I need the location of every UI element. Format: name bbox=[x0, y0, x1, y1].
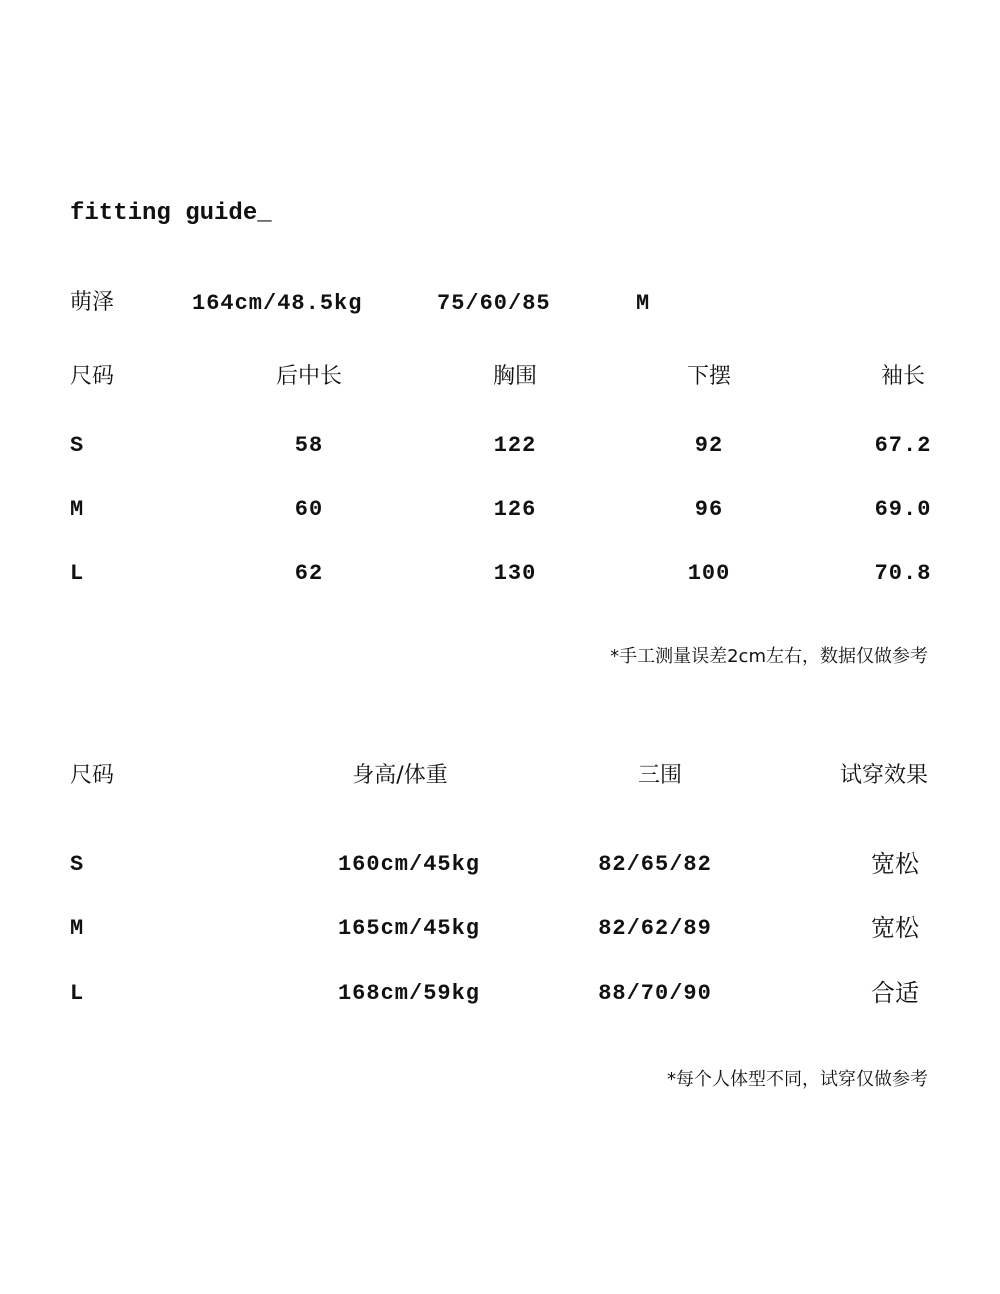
fit-table-header-size: 尺码 bbox=[70, 763, 115, 788]
fit-table-cell: 160cm/45kg bbox=[337, 852, 481, 877]
fit-table-note: *每个人体型不同，试穿仅做参考 bbox=[667, 1069, 928, 1090]
size-table-cell: 122 bbox=[493, 433, 537, 458]
model-size: M bbox=[636, 291, 651, 316]
size-table-cell: 58 bbox=[294, 433, 324, 458]
fit-table-cell: M bbox=[70, 916, 85, 941]
size-table-cell: 130 bbox=[493, 561, 537, 586]
size-table-cell: 60 bbox=[294, 497, 324, 522]
size-table-note: *手工测量误差2cm左右，数据仅做参考 bbox=[610, 646, 928, 667]
size-table-header-size: 尺码 bbox=[70, 364, 115, 389]
size-table-header-chest: 胸围 bbox=[492, 364, 538, 389]
size-table-cell: L bbox=[70, 561, 85, 586]
size-table-cell: 67.2 bbox=[874, 433, 932, 458]
fit-table-cell: 82/65/82 bbox=[598, 852, 712, 877]
size-table-cell: 62 bbox=[294, 561, 324, 586]
fit-table-cell: 82/62/89 bbox=[598, 916, 712, 941]
size-table-cell: 126 bbox=[493, 497, 537, 522]
size-table-cell: 69.0 bbox=[874, 497, 932, 522]
size-table-cell: M bbox=[70, 497, 85, 522]
size-table-header-back-length: 后中长 bbox=[275, 364, 343, 389]
fit-table-header-fit: 试穿效果 bbox=[839, 763, 928, 788]
fit-table-cell: L bbox=[70, 981, 85, 1006]
fit-table-header-measurements: 三围 bbox=[637, 763, 683, 788]
model-measurements: 75/60/85 bbox=[437, 291, 551, 316]
fit-table-cell: 168cm/59kg bbox=[337, 981, 481, 1006]
size-table-header-sleeve: 袖长 bbox=[880, 364, 926, 389]
size-table-cell: 100 bbox=[687, 561, 731, 586]
fit-table-cell: 88/70/90 bbox=[598, 981, 712, 1006]
fit-table-header-height-weight: 身高/体重 bbox=[352, 763, 448, 788]
fit-table-cell: 165cm/45kg bbox=[337, 916, 481, 941]
size-table-cell: 70.8 bbox=[874, 561, 932, 586]
fit-table-cell: 宽松 bbox=[871, 914, 919, 942]
size-table-header-hem: 下摆 bbox=[686, 364, 732, 389]
size-table-cell: 92 bbox=[694, 433, 724, 458]
fit-table-cell: S bbox=[70, 852, 85, 877]
page-title: fitting guide_ bbox=[70, 200, 272, 227]
size-table-cell: 96 bbox=[694, 497, 724, 522]
model-height-weight: 164cm/48.5kg bbox=[192, 291, 363, 316]
model-name: 萌泽 bbox=[70, 290, 115, 315]
fit-table-cell: 合适 bbox=[871, 979, 919, 1007]
fit-table-cell: 宽松 bbox=[871, 850, 919, 878]
size-table-cell: S bbox=[70, 433, 85, 458]
